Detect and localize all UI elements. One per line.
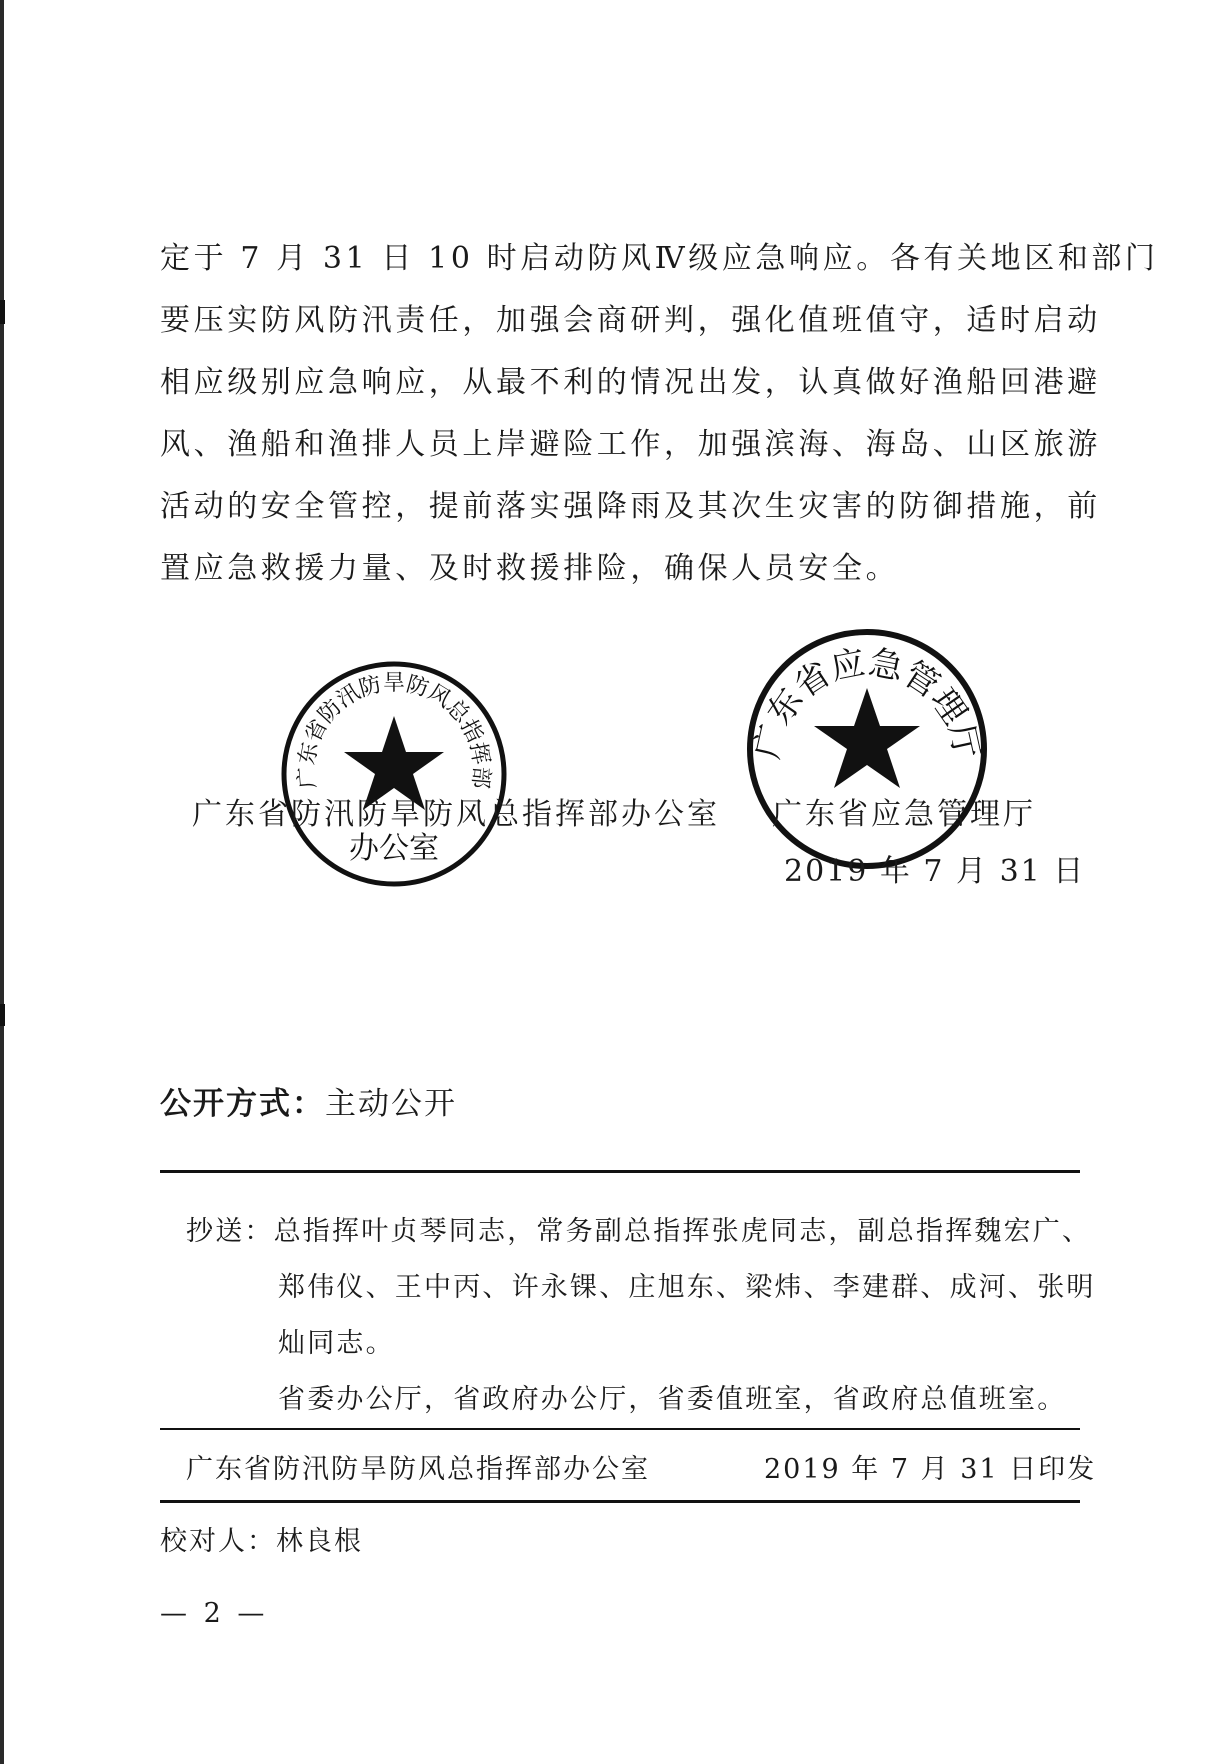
body-line: 风、渔船和渔排人员上岸避险工作，加强滨海、海岛、山区旅游 [160, 427, 1101, 462]
issue-date: 2019 年 7 月 31 日印发 [764, 1454, 1097, 1485]
signature-date: 2019 年 7 月 31 日 [784, 854, 1086, 889]
right-official-seal [744, 626, 990, 872]
disclosure-label: 公开方式： [160, 1086, 325, 1122]
star-icon [814, 688, 920, 788]
cc-line: 郑伟仪、王中丙、许永锞、庄旭东、梁炜、李建群、成河、张明 [278, 1272, 1096, 1303]
right-signer-org: 广东省应急管理厅 [772, 797, 1036, 832]
left-official-seal [278, 658, 510, 890]
scan-edge-mark [0, 1004, 5, 1026]
body-line: 定于 7 月 31 日 10 时启动防风Ⅳ级应急响应。各有关地区和部门 [160, 241, 1159, 276]
scan-edge [0, 0, 4, 1764]
left-seal-arc-path: 广东省防汛防旱防风总指挥部 [294, 671, 494, 790]
body-line: 活动的安全管控，提前落实强降雨及其次生灾害的防御措施，前 [160, 489, 1101, 524]
left-seal-bottom-text: 办公室 [349, 831, 439, 866]
proofreader: 校对人：林良根 [160, 1526, 363, 1557]
issuer-org: 广东省防汛防旱防风总指挥部办公室 [186, 1454, 650, 1485]
scan-edge-mark [0, 300, 5, 324]
body-line: 相应级别应急响应，从最不利的情况出发，认真做好渔船回港避 [160, 365, 1101, 400]
body-line: 要压实防风防汛责任，加强会商研判，强化值班值守，适时启动 [160, 303, 1101, 338]
divider [160, 1170, 1080, 1173]
disclosure-value: 主动公开 [325, 1086, 457, 1122]
disclosure-method [160, 1078, 457, 1123]
body-line: 置应急救援力量、及时救援排险，确保人员安全。 [160, 551, 900, 586]
cc-line: 灿同志。 [278, 1328, 395, 1359]
cc-line: 省委办公厅，省政府办公厅，省委值班室，省政府总值班室。 [278, 1384, 1067, 1415]
left-signer-org: 广东省防汛防旱防风总指挥部办公室 [192, 797, 720, 832]
cc-line: 抄送：总指挥叶贞琴同志，常务副总指挥张虎同志，副总指挥魏宏广、 [186, 1216, 1092, 1247]
divider [160, 1500, 1080, 1503]
right-seal-arc-path: 广东省应急管理厅 [747, 642, 987, 763]
body-paragraph [160, 228, 1159, 600]
divider [160, 1428, 1080, 1430]
cc-list [186, 1204, 1096, 1428]
page-number: — 2 — [160, 1598, 269, 1629]
